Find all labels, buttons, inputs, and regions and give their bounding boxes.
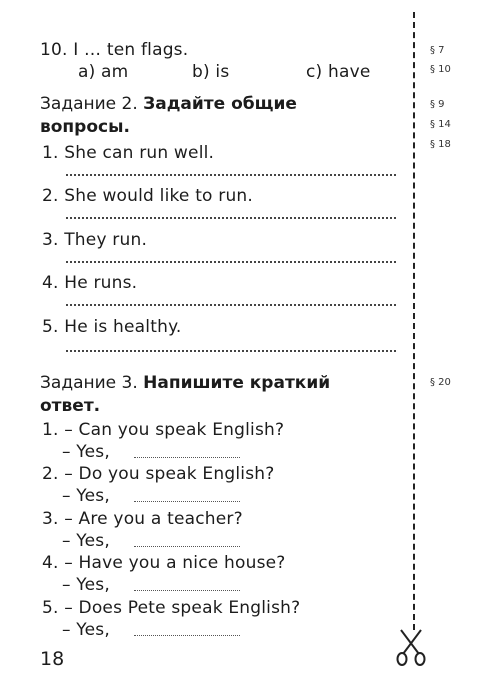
task-2-label: Задание 2. (40, 94, 138, 114)
task-3-answer-blank-5[interactable] (134, 635, 240, 636)
task-2-answer-line-4[interactable] (66, 304, 396, 306)
item-10-option-c: c) have (306, 62, 371, 82)
task-3-answer-4: – Yes, (62, 575, 110, 595)
task-3-answer-5: – Yes, (62, 620, 110, 640)
item-10-question: 10. I … ten flags. (40, 40, 189, 60)
task-3-label: Задание 3. (40, 373, 138, 393)
task-3-question-2: 2. – Do you speak English? (42, 464, 275, 484)
page-number: 18 (40, 648, 65, 670)
item-10-option-b: b) is (192, 62, 230, 82)
margin-ref-14: § 14 (430, 119, 451, 130)
task-3-answer-blank-3[interactable] (134, 546, 240, 547)
task-2-answer-line-5[interactable] (66, 350, 396, 352)
task-3-question-5: 5. – Does Pete speak English? (42, 598, 301, 618)
task-2-item-5: 5. He is healthy. (42, 317, 182, 337)
task-3-heading (40, 373, 330, 393)
task-3-answer-blank-1[interactable] (134, 457, 240, 458)
task-2-heading (40, 94, 297, 114)
task-2-item-4: 4. He runs. (42, 273, 138, 293)
task-2-title-line-1: Задайте общие (143, 94, 297, 114)
task-2-answer-line-1[interactable] (66, 174, 396, 176)
task-3-heading-line-2 (40, 396, 100, 416)
task-2-answer-line-3[interactable] (66, 261, 396, 263)
task-3-question-3: 3. – Are you a teacher? (42, 509, 243, 529)
task-2-heading-line-2 (40, 117, 130, 137)
task-3-question-4: 4. – Have you a nice house? (42, 553, 286, 573)
margin-ref-18: § 18 (430, 139, 451, 150)
task-2-answer-line-2[interactable] (66, 217, 396, 219)
task-3-question-1: 1. – Can you speak English? (42, 420, 285, 440)
margin-ref-7: § 7 (430, 45, 445, 56)
task-3-answer-1: – Yes, (62, 442, 110, 462)
item-10-option-a: a) am (78, 62, 129, 82)
task-3-title-line-2: ответ. (40, 396, 101, 416)
task-3-answer-blank-2[interactable] (134, 501, 240, 502)
task-2-title-line-2: вопросы. (40, 117, 130, 137)
task-3-title-line-1: Напишите краткий (143, 373, 331, 393)
task-3-answer-3: – Yes, (62, 531, 110, 551)
margin-ref-9: § 9 (430, 99, 445, 110)
task-2-item-2: 2. She would like to run. (42, 186, 254, 206)
scissors-icon (393, 628, 429, 668)
task-3-answer-2: – Yes, (62, 486, 110, 506)
task-2-item-3: 3. They run. (42, 230, 148, 250)
margin-ref-10: § 10 (430, 64, 451, 75)
cut-line (413, 12, 415, 630)
margin-ref-20: § 20 (430, 377, 451, 388)
task-2-item-1: 1. She can run well. (42, 143, 215, 163)
task-3-answer-blank-4[interactable] (134, 590, 240, 591)
